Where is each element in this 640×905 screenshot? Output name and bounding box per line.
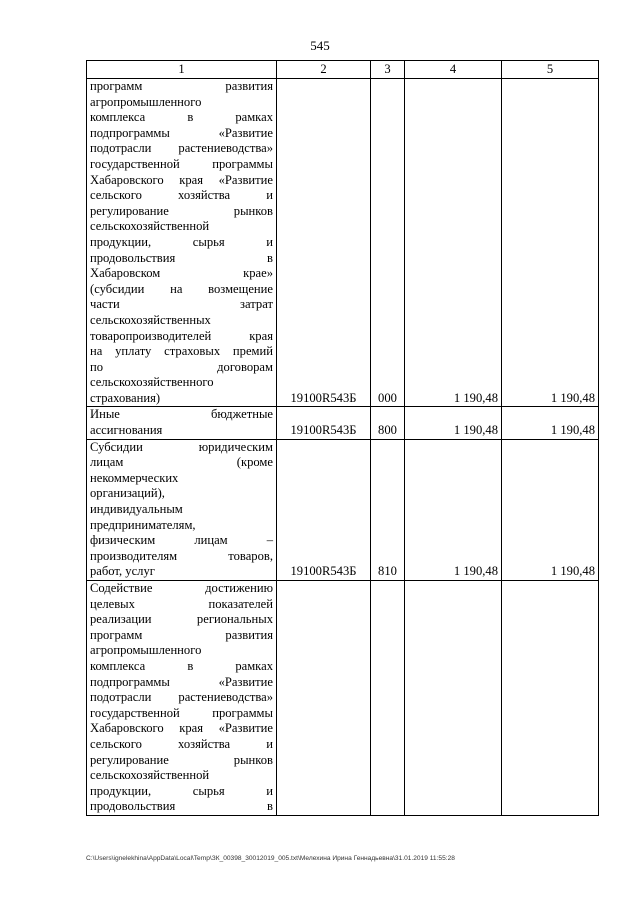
description-line: физическим лицам – [90,533,273,548]
header-cell: 4 [405,61,502,79]
description-line: комплекса в рамках [90,110,273,125]
description-line: предпринимателям, [90,517,196,532]
description-line: комплекса в рамках [90,658,273,673]
description-line: производителям товаров, [90,548,273,563]
row-amount-1: 1 190,48 [405,79,502,407]
description-line: сельскохозяйственных [90,312,211,327]
header-cell: 3 [371,61,405,79]
footer-file-path: C:\Users\ignelekhina\AppData\Local\Temp\ЗК_00398_30012019_005.txt\Мелехина Ирина Геннадьевна\31.01.2019 11:55:28 [86,855,455,862]
description-line: по договорам [90,359,273,374]
description-line: продовольствия в [90,799,273,814]
description-line: страхования) [90,390,161,405]
description-line: Хабаровском крае» [90,266,273,281]
description-line: ассигнования [90,423,163,438]
description-line: целевых показателей [90,596,273,611]
row-amount-1 [405,581,502,816]
description-line: (субсидии на возмещение [90,281,273,296]
header-cell: 1 [87,61,277,79]
description-line: сельскохозяйственной [90,768,210,783]
row-target-code [277,581,371,816]
row-description [87,407,277,439]
description-line: продовольствия в [90,250,273,265]
budget-table [86,60,599,816]
header-cell: 2 [277,61,371,79]
row-description [87,581,277,816]
header-cell: 5 [502,61,599,79]
table-row [87,581,599,816]
description-line: агропромышленного [90,643,202,658]
row-description [87,79,277,407]
table-row [87,439,599,580]
row-amount-1: 1 190,48 [405,439,502,580]
table-row [87,79,599,407]
description-line: продукции, сырья и [90,234,273,249]
description-line: государственной программы [90,156,273,171]
description-line: части затрат [90,297,273,312]
row-amount-2: 1 190,48 [502,439,599,580]
row-amount-2: 1 190,48 [502,407,599,439]
description-line: подпрограммы «Развитие [90,125,273,140]
description-line: подпрограммы «Развитие [90,674,273,689]
description-line: подотрасли растениеводства» [90,141,273,156]
description-line: реализации региональных [90,612,273,627]
description-line: Субсидии юридическим [90,439,273,454]
description-line: товаропроизводителей края [90,328,273,343]
description-line: на уплату страховых премий [90,344,273,359]
row-amount-2 [502,581,599,816]
description-line: индивидуальным [90,502,183,517]
table-row [87,407,599,439]
row-description [87,439,277,580]
page-number: 545 [310,38,330,53]
table-header-row [87,61,599,79]
description-line: продукции, сырья и [90,783,273,798]
description-line: подотрасли растениеводства» [90,690,273,705]
row-expense-type: 000 [371,79,405,407]
description-line: Иные бюджетные [90,407,273,422]
description-line: лицам (кроме [90,455,273,470]
description-line: агропромышленного [90,94,202,109]
description-line: регулирование рынков [90,752,273,767]
description-line: Содействие достижению [90,581,273,595]
description-line: работ, услуг [90,564,155,579]
description-line: программ развития [90,79,273,93]
row-expense-type: 810 [371,439,405,580]
row-expense-type: 800 [371,407,405,439]
row-amount-1: 1 190,48 [405,407,502,439]
description-line: программ развития [90,627,273,642]
description-line: сельского хозяйства и [90,736,273,751]
description-line: Хабаровского края «Развитие [90,172,273,187]
description-line: Хабаровского края «Развитие [90,721,273,736]
row-expense-type [371,581,405,816]
description-line: некоммерческих [90,470,179,485]
row-target-code: 19100R543Б [277,407,371,439]
row-amount-2: 1 190,48 [502,79,599,407]
description-line: регулирование рынков [90,203,273,218]
row-target-code: 19100R543Б [277,79,371,407]
description-line: сельскохозяйственной [90,219,210,234]
description-line: сельского хозяйства и [90,188,273,203]
description-line: организаций), [90,486,165,501]
description-line: государственной программы [90,705,273,720]
description-line: сельскохозяйственного [90,375,214,390]
row-target-code: 19100R543Б [277,439,371,580]
